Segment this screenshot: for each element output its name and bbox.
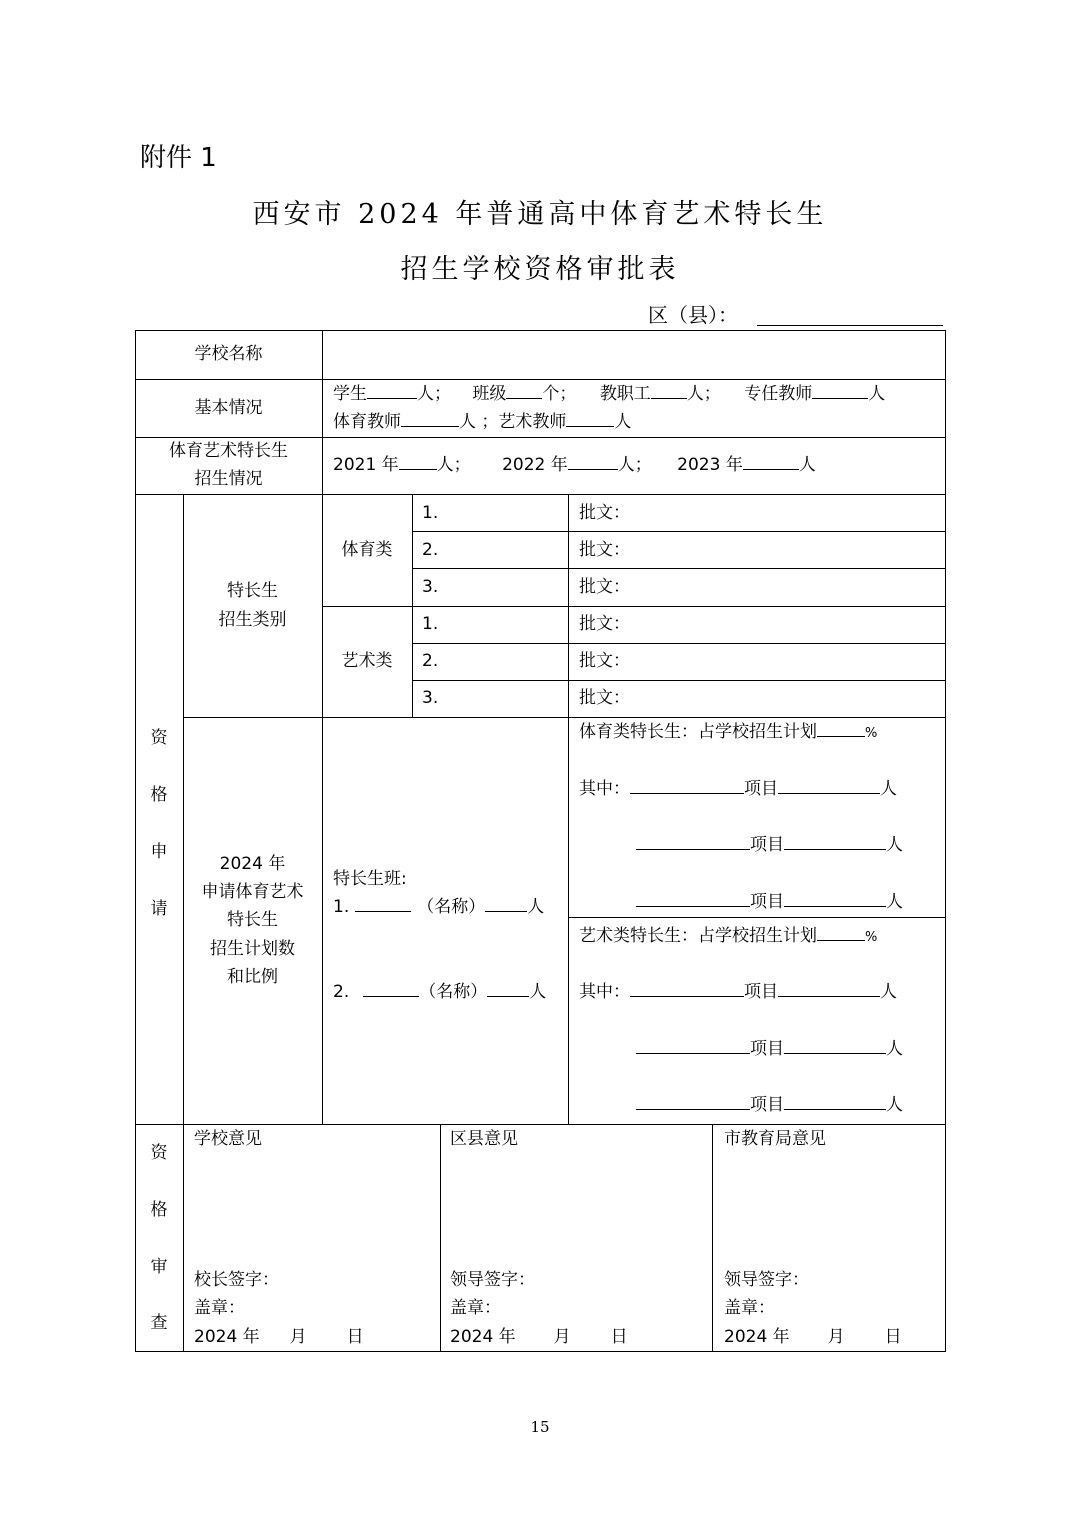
y2021-blank[interactable] [399, 451, 437, 470]
art-teachers-blank[interactable] [566, 408, 614, 427]
pe-item-2: 2. [422, 540, 439, 560]
art-item-1: 1. [422, 614, 439, 634]
art-project-count-blank[interactable] [778, 978, 880, 997]
city-date: 2024 年 月 日 [724, 1327, 902, 1347]
pe-project-name-blank[interactable] [630, 775, 744, 794]
special-class-1-name-blank[interactable] [355, 893, 411, 912]
district-opinion-title: 区县意见 [450, 1129, 518, 1149]
qual-review-char: 审 [150, 1257, 168, 1277]
history-values: 2021 年 人； 2022 年 人； 2023 年 人 [333, 451, 816, 479]
district-label: 区（县）： [648, 303, 738, 327]
basic-info-label: 基本情况 [194, 398, 263, 418]
table-border-right [945, 330, 946, 1352]
special-class-line-2: 2. （名称） 人 [333, 978, 546, 1006]
art-project-name-blank[interactable] [630, 978, 744, 997]
art-project-name-blank[interactable] [636, 1035, 750, 1054]
category-label-2: 招生类别 [218, 610, 287, 630]
basic-info-line-1: 学生 人； 班级 个； 教职工 人； 专任教师 人 [333, 380, 885, 408]
pe-plan-line: 体育类特长生：占学校招生计划 % [579, 718, 877, 748]
pe-teachers-blank[interactable] [401, 408, 459, 427]
school-seal-label: 盖章： [194, 1298, 245, 1318]
pe-item-3: 3. [422, 577, 439, 597]
art-category-label: 艺术类 [341, 651, 393, 671]
art-item-2: 2. [422, 651, 439, 671]
pe-among-line-3: 项目 人 [636, 888, 903, 916]
special-class-2-name-blank[interactable] [363, 978, 419, 997]
pe-among-line-1: 其中： 项目 人 [579, 775, 897, 803]
table-border-bottom [135, 1351, 946, 1352]
district-date: 2024 年 月 日 [450, 1327, 628, 1347]
special-class-line-1: 1. （名称） 人 [333, 893, 544, 921]
history-label-2: 招生情况 [194, 469, 263, 489]
full-time-teachers-blank[interactable] [812, 380, 868, 399]
approval-label: 批文： [579, 688, 630, 708]
approval-label: 批文： [579, 614, 630, 634]
pe-plan-percent-blank[interactable] [817, 718, 865, 737]
y2022-blank[interactable] [568, 451, 618, 470]
plan-label-line: 特长生 [227, 910, 278, 930]
qual-review-char: 格 [150, 1200, 168, 1220]
art-among-line-3: 项目 人 [636, 1091, 903, 1119]
plan-label-line: 申请体育艺术 [201, 882, 304, 902]
art-plan-percent-blank[interactable] [817, 922, 865, 941]
staff-blank[interactable] [651, 380, 687, 399]
qual-apply-char: 资 [150, 728, 168, 748]
art-plan-line: 艺术类特长生：占学校招生计划 % [579, 922, 877, 952]
school-name-label: 学校名称 [194, 344, 263, 364]
school-opinion-title: 学校意见 [194, 1129, 262, 1149]
special-class-2-count-blank[interactable] [487, 978, 529, 997]
col-divider [322, 494, 323, 1124]
plan-label-line: 招生计划数 [210, 939, 295, 959]
district-sign-label: 领导签字： [450, 1270, 535, 1290]
approval-label: 批文： [579, 503, 630, 523]
col-divider [412, 494, 413, 717]
art-project-count-blank[interactable] [784, 1091, 886, 1110]
pe-category-label: 体育类 [341, 540, 393, 560]
qual-apply-char: 申 [150, 842, 168, 862]
school-name-field[interactable] [323, 331, 945, 379]
art-project-count-blank[interactable] [784, 1035, 886, 1054]
col-divider [440, 1124, 441, 1352]
school-sign-label: 校长签字： [194, 1270, 279, 1290]
approval-label: 批文： [579, 577, 630, 597]
title-line-2: 招生学校资格审批表 [400, 254, 680, 285]
art-among-line-2: 项目 人 [636, 1035, 903, 1063]
students-blank[interactable] [367, 380, 417, 399]
qual-review-char: 查 [150, 1313, 168, 1333]
col-divider [712, 1124, 713, 1352]
pe-among-line-2: 项目 人 [636, 831, 903, 859]
art-among-line-1: 其中： 项目 人 [579, 978, 897, 1006]
row-divider [322, 606, 946, 607]
qual-review-char: 资 [150, 1143, 168, 1163]
col-divider [568, 494, 569, 1124]
city-sign-label: 领导签字： [724, 1270, 809, 1290]
basic-info-line-2: 体育教师 人 ；艺术教师 人 [333, 408, 631, 436]
row-divider [568, 917, 946, 918]
art-item-3: 3. [422, 688, 439, 708]
y2023-blank[interactable] [743, 451, 799, 470]
special-class-title: 特长生班: [333, 869, 407, 889]
district-seal-label: 盖章： [450, 1298, 501, 1318]
pe-item-1: 1. [422, 503, 439, 523]
pe-project-count-blank[interactable] [784, 831, 886, 850]
row-divider [135, 494, 946, 495]
qual-apply-char: 格 [150, 785, 168, 805]
title-line-1: 西安市 2024 年普通高中体育艺术特长生 [252, 199, 828, 230]
attachment-label: 附件 1 [140, 143, 217, 173]
plan-label-line: 和比例 [227, 967, 278, 987]
pe-project-name-blank[interactable] [636, 831, 750, 850]
category-label-1: 特长生 [227, 581, 278, 601]
classes-blank[interactable] [506, 380, 542, 399]
special-class-1-count-blank[interactable] [485, 893, 527, 912]
row-divider [412, 643, 946, 644]
school-date: 2024 年 月 日 [194, 1327, 364, 1347]
city-opinion-title: 市教育局意见 [724, 1129, 826, 1149]
row-divider [412, 680, 946, 681]
pe-project-count-blank[interactable] [784, 888, 886, 907]
approval-label: 批文： [579, 651, 630, 671]
row-divider [412, 568, 946, 569]
art-project-name-blank[interactable] [636, 1091, 750, 1110]
qual-apply-char: 请 [150, 899, 168, 919]
history-label-1: 体育艺术特长生 [169, 441, 288, 461]
city-seal-label: 盖章： [724, 1298, 775, 1318]
approval-label: 批文： [579, 540, 630, 560]
pe-project-count-blank[interactable] [778, 775, 880, 794]
row-divider [412, 531, 946, 532]
pe-project-name-blank[interactable] [636, 888, 750, 907]
plan-label-line: 2024 年 [219, 854, 286, 874]
page-number: 15 [530, 1418, 550, 1436]
